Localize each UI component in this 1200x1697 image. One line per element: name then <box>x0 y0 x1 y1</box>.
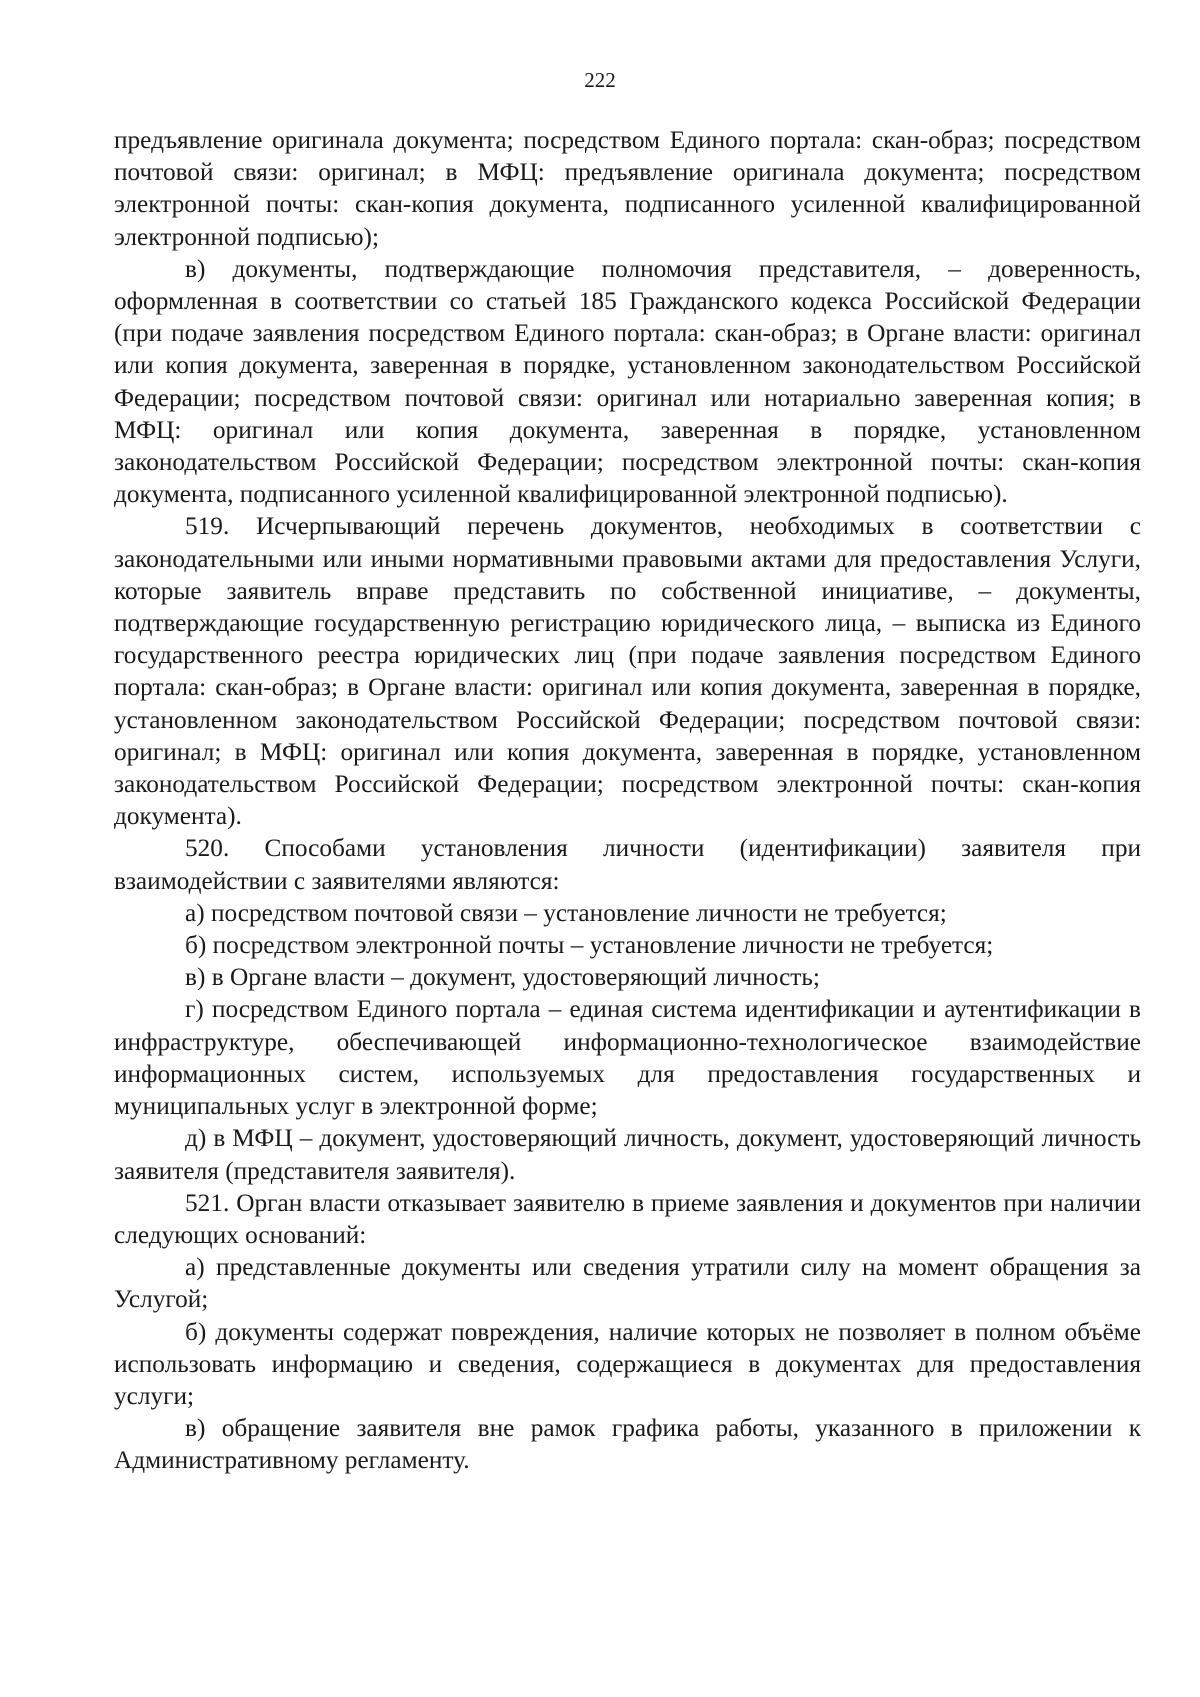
paragraph-521: 521. Орган власти отказывает заявителю в приеме заявления и документов при наличии следующих оснований: <box>114 1188 1141 1249</box>
paragraph-519: 519. Исчерпывающий перечень документов, необходимых в соответствии с законодательными или иными нормативными правовыми актами для предоставления Услуги, которые заявитель вправе представить по собственной инициативе, – документы, подтверждающие государственную регистрацию юридического лица, – выписка из Единого государственного реестра юридических лиц (при подаче заявления посредством Единого портала: скан-образ; в Органе власти: оригинал или копия документа, заверенная в порядке, установленном законодательством Российской Федерации; посредством почтовой связи: оригинал; в МФЦ: оригинал или копия документа, заверенная в порядке, установленном законодательством Российской Федерации; посредством электронной почты: скан-копия документа). <box>114 512 1141 831</box>
paragraph-521-v: в) обращение заявителя вне рамок графика работы, указанного в приложении к Административному регламенту. <box>114 1414 1141 1475</box>
paragraph-520-b: б) посредством электронной почты – установление личности не требуется; <box>185 931 994 960</box>
paragraph-521-a: а) представленные документы или сведения утратили силу на момент обращения за Услугой; <box>114 1253 1141 1314</box>
document-body <box>114 124 1141 1477</box>
page-number: 222 <box>584 68 616 92</box>
paragraph-520-d: д) в МФЦ – документ, удостоверяющий личность, документ, удостоверяющий личность заявителя (представителя заявителя). <box>114 1124 1141 1185</box>
paragraph-520-v: в) в Органе власти – документ, удостоверяющий личность; <box>185 963 820 992</box>
paragraph-520-a: а) посредством почтовой связи – установление личности не требуется; <box>185 898 947 927</box>
paragraph-item-v-representative-docs: в) документы, подтверждающие полномочия представителя, – доверенность, оформленная в соответствии со статьей 185 Гражданского кодекса Российской Федерации (при подаче заявления посредством Единого портала: скан-образ; в Органе власти: оригинал или копия документа, заверенная в порядке, установленном законодательством Российской Федерации; посредством почтовой связи: оригинал или нотариально заверенная копия; в МФЦ: оригинал или копия документа, заверенная в порядке, установленном законодательством Российской Федерации; посредством электронной почты: скан-копия документа, подписанного усиленной квалифицированной электронной подписью). <box>114 254 1141 509</box>
paragraph-520-g: г) посредством Единого портала – единая система идентификации и аутентификации в инфраструктуре, обеспечивающей информационно-технологическое взаимодействие информационных систем, используемых для предоставления государственных и муниципальных услуг в электронной форме; <box>114 995 1141 1121</box>
paragraph-521-b: б) документы содержат повреждения, наличие которых не позволяет в полном объёме использовать информацию и сведения, содержащиеся в документах для предоставления услуги; <box>114 1317 1141 1410</box>
paragraph-520: 520. Способами установления личности (идентификации) заявителя при взаимодействии с заявителями являются: <box>114 834 1141 895</box>
paragraph-continuation: предъявление оригинала документа; посредством Единого портала: скан-образ; посредством почтовой связи: оригинал; в МФЦ: предъявление оригинала документа; посредством электронной почты: скан-копия документа, подписанного усиленной квалифицированной электронной подписью); <box>114 126 1141 251</box>
